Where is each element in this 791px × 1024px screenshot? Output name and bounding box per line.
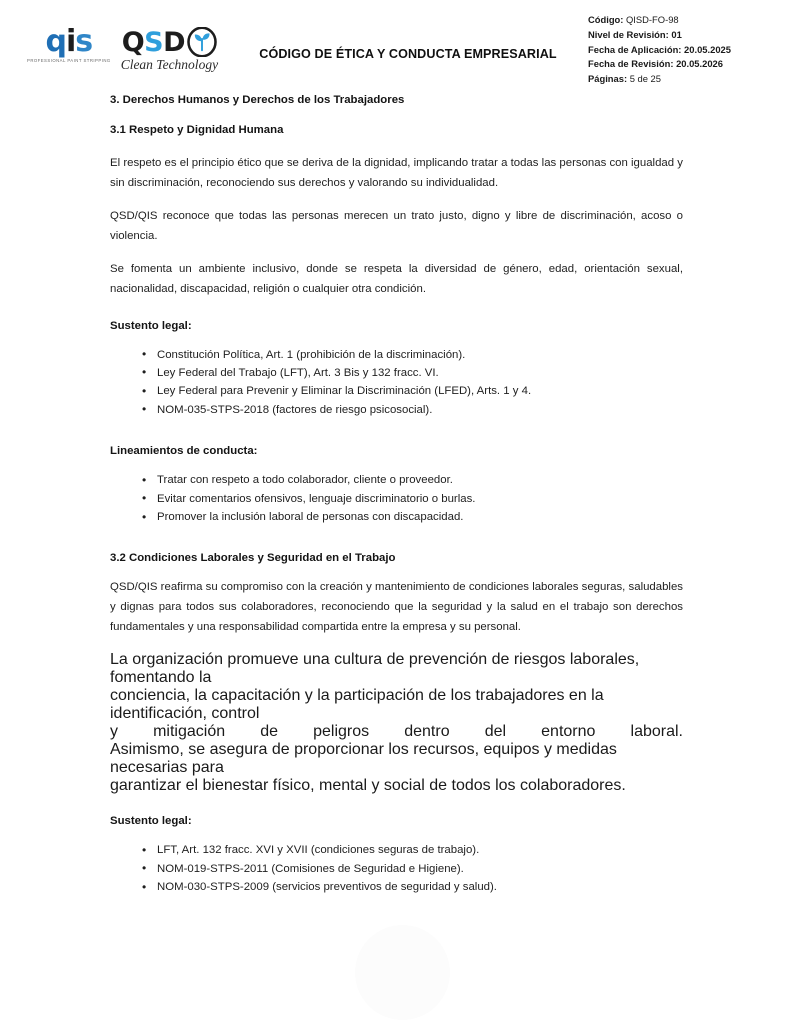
paragraph-respeto: El respeto es el principio ético que se deriva de la dignidad, implicando tratar a todas las personas con igualdad y sin discriminación, reconociendo sus derechos y valorando su individualidad.	[110, 157, 683, 189]
qsd-logo-tagline: Clean Technology	[120, 57, 219, 72]
list-item: • Constitución Política, Art. 1 (prohibición de la discriminación).	[110, 346, 683, 364]
list-item: • NOM-030-STPS-2009 (servicios preventivos de seguridad y salud).	[110, 878, 683, 896]
logo-group	[27, 24, 219, 72]
paragraph-ambiente-inclusivo: Se fomenta un ambiente inclusivo, donde se respeta la diversidad de género, edad, orientación sexual, nacionalidad, discapacidad, religión o cualquier otra condición.	[110, 263, 683, 295]
list-sustento-legal-1	[110, 346, 683, 420]
list-item: • NOM-019-STPS-2011 (Comisiones de Seguridad e Higiene).	[110, 860, 683, 878]
paragraph-line	[110, 777, 683, 795]
paragraph-line-stretched	[110, 723, 683, 741]
qis-logo-tagline: PROFESSIONAL PAINT STRIPPING	[27, 57, 111, 64]
paragraph-word: peligros	[313, 723, 370, 741]
qsd-logo-wordmark	[121, 26, 186, 58]
meta-value-paginas: 5 de 25	[629, 73, 661, 85]
paragraph-line	[110, 687, 683, 723]
paragraph-line-text: La organización promueve una cultura de prevención de riesgos laborales, fomentando la	[110, 651, 640, 687]
meta-row-fecha-revision	[588, 57, 731, 72]
paragraph-trato-justo: QSD/QIS reconoce que todas las personas merecen un trato justo, digno y libre de discriminación, acoso o violencia.	[110, 210, 683, 242]
paragraph-word: de	[260, 723, 279, 741]
qsd-letter-q: Q	[121, 26, 145, 58]
meta-value-codigo: QISD-FO-98	[626, 14, 679, 25]
paragraph-word: dentro	[404, 723, 450, 741]
qsd-letter-d: D	[163, 26, 186, 58]
paragraph-line-text: garantizar el bienestar físico, mental y social de todos los colaboradores.	[110, 777, 626, 795]
paragraph-word: y	[110, 723, 118, 741]
header-metadata	[588, 13, 731, 87]
list-item: • Tratar con respeto a todo colaborador, cliente o proveedor.	[110, 471, 683, 489]
meta-value-fecha-revision: 20.05.2026	[676, 58, 723, 70]
list-item: • Promover la inclusión laboral de personas con discapacidad.	[110, 508, 683, 526]
qis-letter-q: q	[45, 24, 66, 59]
list-item: • LFT, Art. 132 fracc. XVI y XVII (condiciones seguras de trabajo).	[110, 841, 683, 859]
paragraph-word: del	[484, 723, 507, 741]
list-item: • NOM-035-STPS-2018 (factores de riesgo psicosocial).	[110, 401, 683, 419]
list-item: • Ley Federal para Prevenir y Eliminar la Discriminación (LFED), Arts. 1 y 4.	[110, 382, 683, 400]
heading-section-3-1: 3.1 Respeto y Dignidad Humana	[110, 124, 284, 136]
paragraph-line-text: conciencia, la capacitación y la participación de los trabajadores en la identificación, control	[110, 687, 604, 723]
paragraph-word: mitigación	[153, 723, 226, 741]
document-header	[0, 0, 791, 88]
heading-section-3: 3. Derechos Humanos y Derechos de los Trabajadores	[110, 94, 405, 106]
paragraph-line	[110, 741, 683, 777]
qis-logo	[27, 24, 111, 64]
paragraph-condiciones-laborales: QSD/QIS reafirma su compromiso con la creación y mantenimiento de condiciones laborales seguras, saludables y dignas para todos sus colaboradores, reconociendo que la seguridad y la salud en el trabajo son derechos fundamentales y una responsabilidad compartida entre la empresa y su personal.	[110, 581, 683, 633]
paragraph-word: laboral.	[630, 723, 683, 741]
meta-row-paginas	[588, 72, 731, 87]
list-sustento-legal-2	[110, 841, 683, 896]
meta-row-codigo	[588, 13, 731, 28]
meta-label-fecha-aplicacion: Fecha de Aplicación:	[588, 43, 682, 55]
list-item: • Ley Federal del Trabajo (LFT), Art. 3 Bis y 132 fracc. VI.	[110, 364, 683, 382]
list-lineamientos-conducta	[110, 471, 683, 526]
qsd-logo	[121, 27, 218, 72]
meta-row-nivel	[588, 28, 731, 43]
label-sustento-legal-1: Sustento legal:	[110, 319, 192, 332]
heading-section-3-2: 3.2 Condiciones Laborales y Seguridad en el Trabajo	[110, 552, 396, 565]
meta-label-nivel: Nivel de Revisión:	[588, 28, 669, 40]
qis-letter-i: i	[66, 24, 76, 59]
label-sustento-legal-2: Sustento legal:	[110, 815, 192, 828]
qis-logo-wordmark	[45, 24, 93, 59]
qsd-letter-s: S	[144, 26, 164, 58]
document-body	[110, 92, 683, 896]
meta-label-fecha-revision: Fecha de Revisión:	[588, 58, 674, 70]
meta-label-paginas: Páginas:	[588, 73, 628, 85]
document-title: CÓDIGO DE ÉTICA Y CONDUCTA EMPRESARIAL	[259, 47, 557, 61]
meta-value-nivel: 01	[671, 28, 682, 40]
page-watermark	[355, 925, 450, 1020]
meta-value-fecha-aplicacion: 20.05.2025	[684, 43, 731, 55]
label-lineamientos-conducta: Lineamientos de conducta:	[110, 445, 258, 458]
meta-label-codigo: Código:	[588, 14, 624, 25]
paragraph-word: entorno	[541, 723, 596, 741]
list-item: • Evitar comentarios ofensivos, lenguaje discriminatorio o burlas.	[110, 490, 683, 508]
qis-letter-s: s	[75, 24, 93, 59]
qsd-logo-wordmark-row	[122, 27, 217, 57]
paragraph-line	[110, 651, 683, 687]
paragraph-cultura-prevencion	[110, 651, 683, 795]
paragraph-line-text: Asimismo, se asegura de proporcionar los recursos, equipos y medidas necesarias para	[110, 741, 617, 777]
leaf-in-circle-icon	[187, 27, 217, 57]
meta-row-fecha-aplicacion	[588, 43, 731, 58]
